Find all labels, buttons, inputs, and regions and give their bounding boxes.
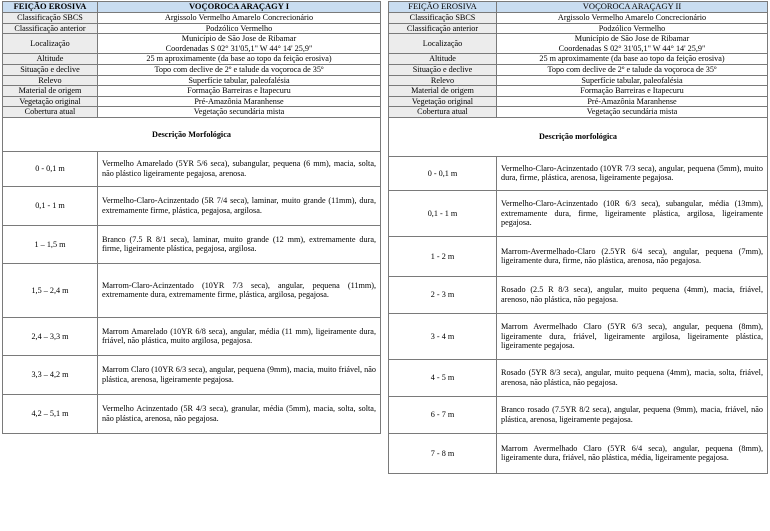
info-label: Material de origem bbox=[3, 86, 98, 97]
info-value: Vegetação secundária mista bbox=[497, 107, 768, 118]
layer-depth: 0,1 - 1 m bbox=[389, 190, 497, 236]
layer-depth: 7 - 8 m bbox=[389, 433, 497, 473]
header-row bbox=[3, 2, 381, 13]
layer-depth: 0,1 - 1 m bbox=[3, 186, 98, 225]
layer-text: Rosado (2.5 R 8/3 seca), angular, muito pequena (4mm), macia, friável, arenoso, não plástica, não pegajosa. bbox=[497, 276, 768, 313]
info-label: Cobertura atual bbox=[389, 107, 497, 118]
layer-text: Marrom Claro (10YR 6/3 seca), angular, pequena (9mm), macia, muito friável, não plástica, arenosa, ligeiramente pegajosa. bbox=[98, 355, 381, 394]
layer-text: Marrom-Claro-Acinzentado (10YR 7/3 seca), angular, pequena (11mm), extremamente dura, extremamente firme, plástica, argilosa, pegajosa. bbox=[98, 263, 381, 317]
layer-text: Branco rosado (7.5YR 8/2 seca), angular, pequena (9mm), macia, friável, não plástica, arenosa, ligeiramente pegajosa. bbox=[497, 396, 768, 433]
layer-depth: 2 - 3 m bbox=[389, 276, 497, 313]
location-line1: Município de São Jose de Ribamar bbox=[574, 34, 690, 44]
info-value: Superfície tabular, paleofalésia bbox=[98, 75, 381, 86]
info-value: Formação Barreiras e Itapecuru bbox=[497, 86, 768, 97]
layer-text: Vermelho-Claro-Acinzentado (5R 7/4 seca), laminar, muito grande (11mm), dura, extremamente firme, plástica, pegajosa, argilosa. bbox=[98, 186, 381, 225]
layer-depth: 3,3 – 4,2 m bbox=[3, 355, 98, 394]
info-value bbox=[497, 34, 768, 54]
info-label: Altitude bbox=[3, 54, 98, 65]
info-value: Superfície tabular, paleofalésia bbox=[497, 75, 768, 86]
info-value: Argissolo Vermelho Amarelo Concrecionário bbox=[98, 13, 381, 24]
layer-text: Marrom Avermelhado Claro (5YR 6/4 seca), angular, pequena (8mm), ligeiramente dura, friável, não plástica, média, ligeiramente pegajosa. bbox=[497, 433, 768, 473]
layer-depth: 4 - 5 m bbox=[389, 359, 497, 396]
info-value: Argissolo Vermelho Amarelo Concrecionário bbox=[497, 13, 768, 24]
info-value: Pré-Amazônia Maranhense bbox=[98, 96, 381, 107]
header-col1: FEIÇÃO EROSIVA bbox=[389, 2, 497, 13]
info-label: Localização bbox=[389, 34, 497, 54]
layer-text: Branco (7.5 R 8/1 seca), laminar, muito grande (12 mm), extremamente dura, firme, ligeiramente plástica, pegajosa, argilosa. bbox=[98, 225, 381, 263]
info-label: Localização bbox=[3, 34, 98, 54]
info-value: 25 m aproximamente (da base ao topo da feição erosiva) bbox=[98, 54, 381, 65]
layer-depth: 6 - 7 m bbox=[389, 396, 497, 433]
info-label: Cobertura atual bbox=[3, 107, 98, 118]
info-value: Formação Barreiras e Itapecuru bbox=[98, 86, 381, 97]
layer-depth: 0 - 0,1 m bbox=[389, 156, 497, 190]
location-line2: Coordenadas S 02° 31'05,1" W 44° 14' 25,9" bbox=[558, 43, 706, 53]
layer-text: Marrom-Avermelhado-Claro (2.5YR 6/4 seca), angular, pequena (7mm), ligeiramente dura, firme, não plástica, arenosa, não pegajosa. bbox=[497, 236, 768, 276]
layer-text: Vermelho Acinzentado (5R 4/3 seca), granular, média (5mm), macia, solta, solta, não plástica, arenosa, não pegajosa. bbox=[98, 394, 381, 433]
table-left bbox=[2, 1, 381, 434]
morph-title: Descrição Morfológica bbox=[3, 117, 381, 151]
layer-text: Marrom Amarelado (10YR 6/8 seca), angular, média (11 mm), ligeiramente dura, friável, não plástica, muito argilosa, pegajosa. bbox=[98, 317, 381, 355]
info-label: Classificação SBCS bbox=[389, 13, 497, 24]
header-row bbox=[389, 2, 768, 13]
info-value: Topo com declive de 2º e talude da voçoroca de 35º bbox=[98, 64, 381, 75]
info-label: Relevo bbox=[389, 75, 497, 86]
header-col2: VOÇOROCA ARAÇAGY I bbox=[98, 2, 381, 13]
morph-title: Descrição morfológica bbox=[389, 117, 768, 156]
layer-depth: 2,4 – 3,3 m bbox=[3, 317, 98, 355]
location-line2: Coordenadas S 02° 31'05,1" W 44° 14' 25,9" bbox=[165, 43, 313, 53]
layer-depth: 1,5 – 2,4 m bbox=[3, 263, 98, 317]
header-col2: VOÇOROCA ARAÇAGY II bbox=[497, 2, 768, 13]
info-label: Vegetação original bbox=[389, 96, 497, 107]
info-value: Topo com declive de 2º e talude da voçoroca de 35º bbox=[497, 64, 768, 75]
table-right bbox=[388, 1, 768, 474]
layer-depth: 1 – 1,5 m bbox=[3, 225, 98, 263]
info-value: 25 m aproximamente (da base ao topo da feição erosiva) bbox=[497, 54, 768, 65]
location-line1: Município de São Jose de Ribamar bbox=[181, 34, 297, 44]
info-value bbox=[98, 34, 381, 54]
layer-depth: 1 - 2 m bbox=[389, 236, 497, 276]
layer-text: Marrom Avermelhado Claro (5YR 6/3 seca), angular, pequena (8mm), ligeiramente dura, friável, ligeiramente argilosa, ligeiramente plástica, ligeiramente pegajosa. bbox=[497, 313, 768, 359]
layer-depth: 0 - 0,1 m bbox=[3, 151, 98, 186]
info-value: Vegetação secundária mista bbox=[98, 107, 381, 118]
info-label: Relevo bbox=[3, 75, 98, 86]
panel-left bbox=[2, 1, 381, 434]
layer-text: Vermelho-Claro-Acinzentado (10YR 7/3 seca), angular, pequena (5mm), muito dura, firme, plástica, arenosa, ligeiramente pegajosa. bbox=[497, 156, 768, 190]
layer-text: Vermelho Amarelado (5YR 5/6 seca), subangular, pequena (6 mm), macia, solta, não plástico ligeiramente pegajosa, arenosa. bbox=[98, 151, 381, 186]
info-value: Pré-Amazônia Maranhense bbox=[497, 96, 768, 107]
panel-right bbox=[388, 1, 768, 474]
layer-depth: 4,2 – 5,1 m bbox=[3, 394, 98, 433]
info-value: Podzólico Vermelho bbox=[497, 23, 768, 34]
layer-text: Rosado (5YR 8/3 seca), angular, muito pequena (4mm), macia, solta, friável, arenosa, não plástica, não pegajosa. bbox=[497, 359, 768, 396]
info-label: Situação e declive bbox=[3, 64, 98, 75]
info-label: Classificação SBCS bbox=[3, 13, 98, 24]
info-value: Podzólico Vermelho bbox=[98, 23, 381, 34]
layer-depth: 3 - 4 m bbox=[389, 313, 497, 359]
info-label: Altitude bbox=[389, 54, 497, 65]
header-col1: FEIÇÃO EROSIVA bbox=[3, 2, 98, 13]
info-label: Situação e declive bbox=[389, 64, 497, 75]
info-label: Classificação anterior bbox=[389, 23, 497, 34]
layer-text: Vermelho-Claro-Acinzentado (10R 6/3 seca), subangular, média (13mm), extremamente dura, firme, ligeiramente plástica, argilosa, ligeiramente pegajosa. bbox=[497, 190, 768, 236]
info-label: Material de origem bbox=[389, 86, 497, 97]
info-label: Vegetação original bbox=[3, 96, 98, 107]
info-label: Classificação anterior bbox=[3, 23, 98, 34]
